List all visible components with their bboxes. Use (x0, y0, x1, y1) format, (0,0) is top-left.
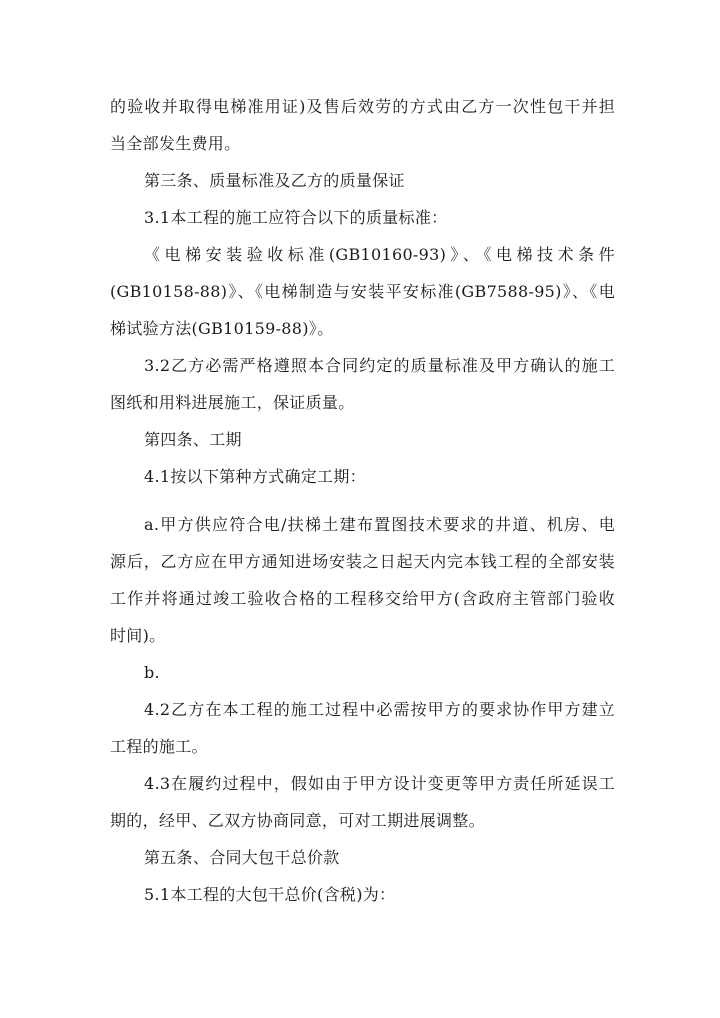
clause-4-1-a (110, 506, 615, 654)
clause-4-3 (110, 765, 615, 839)
clause-5-1 (110, 876, 615, 913)
text-line: 当全部发生费用。 (110, 134, 241, 153)
text-line: 3.1本工程的施工应符合以下的质量标准： (144, 208, 448, 227)
clause-4-1 (110, 458, 615, 495)
text-line: 《电梯安装验收标准(GB10160-93)》、《电梯技术条件 (144, 245, 615, 264)
text-line: 4.2乙方在本工程的施工过程中必需按甲方的要求协作甲方建立 (144, 700, 615, 719)
article-3-heading (110, 162, 615, 199)
text-line: 时间)。 (110, 626, 166, 645)
clause-3-2 (110, 347, 615, 421)
text-line: 4.3在履约过程中，假如由于甲方设计变更等甲方责任所延误工 (144, 774, 615, 793)
text-line: 5.1本工程的大包干总价(含税)为： (144, 885, 396, 904)
standards-list (110, 236, 615, 347)
article-5-heading (110, 839, 615, 876)
text-line: 源后，乙方应在甲方通知进场安装之日起天内完本钱工程的全部安装 (110, 552, 615, 571)
text-line: (GB10158-88)》、《电梯制造与安装平安标准(GB7588-95)》、《电 (110, 282, 615, 301)
text-line: 的验收并取得电梯准用证)及售后效劳的方式由乙方一次性包干并担 (110, 97, 615, 116)
text-line: 4.1按以下第种方式确定工期： (144, 467, 366, 486)
text-line: 工程的施工。 (110, 737, 208, 756)
text-line: 期的，经甲、乙双方协商同意，可对工期进展调整。 (110, 811, 485, 830)
text-line: 图纸和用料进展施工，保证质量。 (110, 393, 355, 412)
text-line: 第四条、工期 (144, 430, 242, 449)
text-line: 梯试验方法(GB10159-88)》。 (110, 319, 334, 338)
article-4-heading (110, 421, 615, 458)
text-line: 第五条、合同大包干总价款 (144, 848, 340, 867)
paragraph-continuation (110, 88, 615, 162)
text-line: a.甲方供应符合电/扶梯土建布置图技术要求的井道、机房、电 (144, 515, 615, 534)
clause-3-1 (110, 199, 615, 236)
clause-4-1-b (110, 654, 615, 691)
text-line: 3.2乙方必需严格遵照本合同约定的质量标准及甲方确认的施工 (144, 356, 615, 375)
text-line: 第三条、质量标准及乙方的质量保证 (144, 171, 405, 190)
text-line: 工作并将通过竣工验收合格的工程移交给甲方(含政府主管部门验收 (110, 589, 615, 608)
text-line: b. (144, 663, 160, 682)
clause-4-2 (110, 691, 615, 765)
